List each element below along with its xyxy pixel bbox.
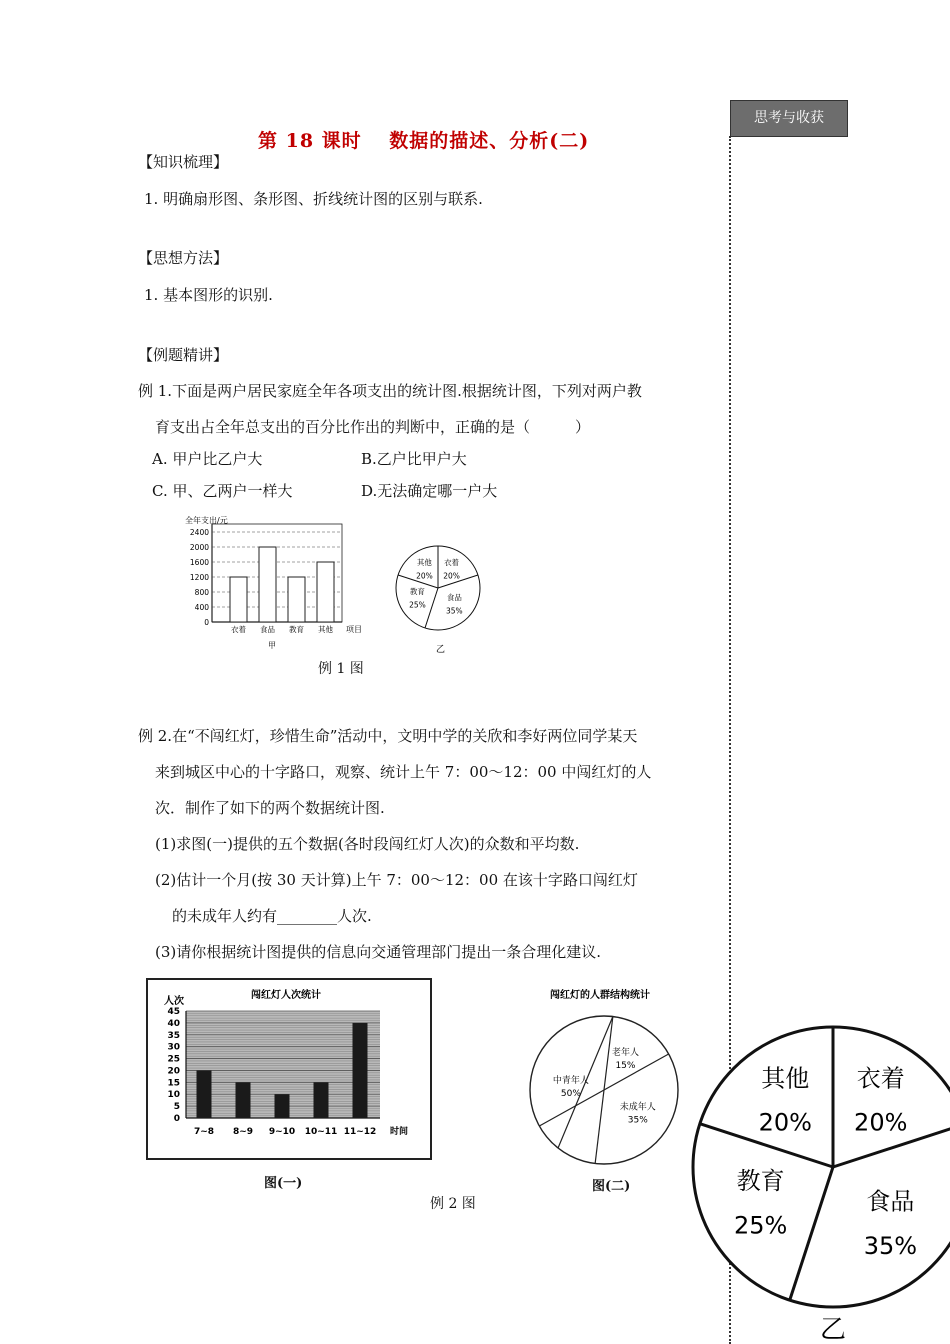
y-tick-label: 800 bbox=[194, 588, 209, 597]
ex1-option-a: A. 甲户比乙户大 bbox=[152, 450, 263, 468]
y-tick-label: 15 bbox=[167, 1078, 180, 1089]
ex2-pie-chart bbox=[526, 985, 696, 1173]
pie-slice-label: 衣着 bbox=[444, 557, 460, 567]
sidebar-label: 思考与收获 bbox=[730, 100, 848, 137]
pie-slice-value: 50% bbox=[560, 1089, 581, 1100]
y-tick-label: 30 bbox=[167, 1042, 180, 1053]
pie-slice-label: 未成年人 bbox=[619, 1102, 656, 1113]
page-title: 第 18 课时 数据的描述、分析(二) bbox=[258, 130, 590, 152]
ex1-option-b: B.乙户比甲户大 bbox=[361, 450, 467, 468]
fig1-xlabel: 时间 bbox=[390, 1127, 409, 1137]
y-tick-label: 20 bbox=[167, 1066, 180, 1077]
ex2-question-2a: (2)估计一个月(按 30 天计算)上午 7：00～12：00 在该十字路口闯红灯 bbox=[155, 871, 638, 889]
ex2-question-1: (1)求图(一)提供的五个数据(各时段闯红灯人次)的众数和平均数. bbox=[155, 835, 580, 853]
fig2-title: 闯红灯的人群结构统计 bbox=[550, 990, 650, 1001]
y-tick-label: 0 bbox=[173, 1114, 180, 1124]
bar bbox=[259, 547, 276, 622]
examples-heading: 【例题精讲】 bbox=[138, 346, 229, 364]
ex2-question-2b: 的未成年人约有________人次. bbox=[172, 907, 372, 925]
ex2-caption: 例 2 图 bbox=[430, 1196, 476, 1212]
pie-slice-value: 35% bbox=[445, 606, 463, 616]
pie-slice-label: 其他 bbox=[761, 1064, 810, 1093]
pie-slice-label: 其他 bbox=[416, 557, 432, 567]
ex2-line1: 例 2.在“不闯红灯，珍惜生命”活动中，文明中学的关欣和李好两位同学某天 bbox=[138, 727, 638, 745]
y-tick-label: 45 bbox=[167, 1007, 180, 1017]
pie-chart-name: 乙 bbox=[436, 645, 446, 655]
pie-slice-label: 食品 bbox=[446, 592, 462, 602]
y-tick-label: 0 bbox=[204, 618, 209, 627]
bar-ylabel: 全年支出/元 bbox=[185, 516, 228, 525]
y-tick-label: 35 bbox=[167, 1030, 180, 1041]
ex1-option-c: C. 甲、乙两户一样大 bbox=[152, 482, 293, 500]
bar bbox=[317, 562, 334, 622]
methods-heading: 【思想方法】 bbox=[138, 249, 229, 267]
pie-slice-label: 衣着 bbox=[856, 1064, 905, 1093]
y-tick-label: 2000 bbox=[189, 543, 209, 552]
pie-slice-value: 25% bbox=[409, 600, 426, 610]
ex1-option-d: D.无法确定哪一户大 bbox=[361, 482, 498, 500]
x-tick-label: 10~11 bbox=[304, 1127, 338, 1137]
fig2-caption: 图(二) bbox=[592, 1179, 631, 1194]
x-tick-label: 其他 bbox=[318, 625, 333, 634]
bar bbox=[314, 1082, 329, 1118]
y-tick-label: 1200 bbox=[189, 573, 209, 582]
pie-slice-value: 35% bbox=[627, 1115, 648, 1126]
ex2-bar-chart bbox=[146, 978, 432, 1161]
methods-item: 1. 基本图形的识别. bbox=[144, 286, 273, 304]
large-pie-name: 乙 bbox=[820, 1315, 847, 1344]
y-tick-label: 1600 bbox=[189, 558, 209, 567]
ex1-line1: 例 1.下面是两户居民家庭全年各项支出的统计图.根据统计图，下列对两户教 bbox=[138, 382, 642, 400]
y-tick-label: 5 bbox=[173, 1102, 180, 1113]
ex1-bar-chart bbox=[180, 512, 370, 654]
fig1-title: 闯红灯人次统计 bbox=[251, 990, 321, 1001]
bar bbox=[236, 1082, 251, 1118]
pie-slice-value: 20% bbox=[416, 571, 433, 581]
x-tick-label: 食品 bbox=[260, 625, 275, 634]
pie-slice-value: 20% bbox=[854, 1108, 908, 1137]
bar bbox=[353, 1023, 368, 1118]
x-tick-label: 11~12 bbox=[343, 1127, 377, 1137]
pie-slice-label: 中青年人 bbox=[552, 1076, 589, 1087]
pie-slice-value: 15% bbox=[615, 1061, 636, 1072]
x-tick-label: 8~9 bbox=[232, 1127, 254, 1137]
x-tick-label: 教育 bbox=[289, 625, 304, 634]
pie-slice-label: 教育 bbox=[409, 586, 425, 596]
ex1-caption: 例 1 图 bbox=[318, 661, 364, 677]
fig1-ylabel: 人次 bbox=[164, 996, 184, 1007]
bar bbox=[197, 1070, 212, 1118]
y-tick-label: 40 bbox=[167, 1018, 180, 1029]
pie-slice-value: 25% bbox=[733, 1211, 788, 1240]
bar-xlabel: 项目 bbox=[346, 625, 362, 634]
ex1-pie-chart-large bbox=[688, 1012, 950, 1344]
x-tick-label: 9~10 bbox=[268, 1127, 296, 1137]
x-tick-label: 衣着 bbox=[231, 625, 246, 634]
knowledge-item: 1. 明确扇形图、条形图、折线统计图的区别与联系. bbox=[144, 190, 483, 208]
y-tick-label: 400 bbox=[194, 603, 209, 612]
pie-slice-value: 20% bbox=[758, 1108, 812, 1137]
bar bbox=[275, 1094, 290, 1118]
y-tick-label: 25 bbox=[167, 1054, 180, 1065]
bar-chart-name: 甲 bbox=[268, 641, 276, 650]
y-tick-label: 2400 bbox=[189, 528, 209, 537]
x-tick-label: 7~8 bbox=[193, 1127, 215, 1137]
pie-slice-label: 食品 bbox=[866, 1187, 915, 1216]
knowledge-heading: 【知识梳理】 bbox=[138, 153, 229, 171]
pie-slice-value: 35% bbox=[863, 1231, 918, 1260]
ex2-line3: 次．制作了如下的两个数据统计图. bbox=[155, 799, 385, 817]
pie-slice-label: 老年人 bbox=[611, 1048, 639, 1059]
fig1-caption: 图(一) bbox=[264, 1176, 303, 1191]
bar bbox=[288, 577, 305, 622]
y-tick-label: 10 bbox=[167, 1090, 180, 1101]
ex1-line2: 育支出占全年总支出的百分比作出的判断中，正确的是（ ） bbox=[155, 418, 591, 436]
ex1-pie-chart bbox=[390, 538, 490, 656]
pie-slice-label: 教育 bbox=[736, 1166, 785, 1195]
bar bbox=[230, 577, 247, 622]
ex2-line2: 来到城区中心的十字路口，观察、统计上午 7：00～12：00 中闯红灯的人 bbox=[155, 763, 652, 781]
pie-slice-value: 20% bbox=[443, 571, 460, 581]
pie-outline bbox=[693, 1027, 950, 1307]
ex2-question-3: (3)请你根据统计图提供的信息向交通管理部门提出一条合理化建议. bbox=[155, 943, 602, 961]
